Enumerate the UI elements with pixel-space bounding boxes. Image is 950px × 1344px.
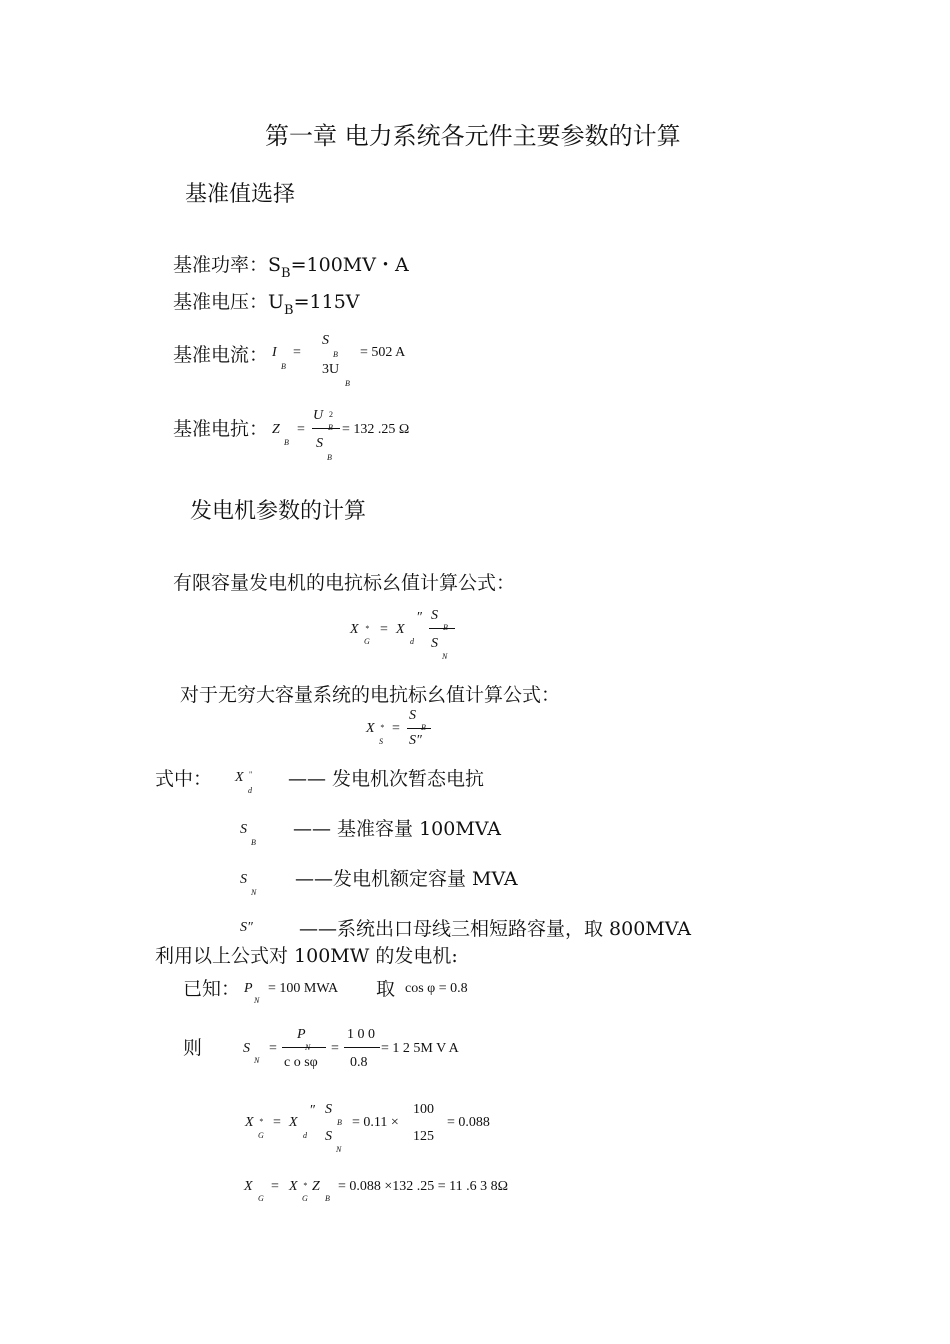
xg-den-sub: N xyxy=(336,1145,342,1154)
def-s-symbol: S″ xyxy=(240,920,253,935)
base-power-label: 基准功率： xyxy=(173,254,269,276)
xg-lhs-sub: G xyxy=(258,1131,264,1140)
f1-x: X xyxy=(396,622,405,637)
def-sb-text: —— 基准容量 100MVA xyxy=(293,818,501,840)
current-den: 3U xyxy=(322,362,340,377)
known-rhs: = 100 MWA xyxy=(268,981,339,996)
sn-fraction-bar-2 xyxy=(344,1047,380,1048)
base-power-subscript: B xyxy=(281,266,291,281)
f1-den: S xyxy=(431,636,438,651)
current-eq: = xyxy=(293,345,301,360)
sn-den1: c o sφ xyxy=(284,1055,318,1070)
base-power-symbol: S xyxy=(268,254,282,276)
f2-eq: = xyxy=(392,721,400,736)
current-num-sub: B xyxy=(333,350,338,359)
xg-num2: 100 xyxy=(413,1102,434,1117)
base-voltage-symbol: U xyxy=(268,291,285,313)
impedance-den-sub: B xyxy=(327,453,332,462)
xg-x-sup: ″ xyxy=(310,1103,316,1118)
def-sb-sub: B xyxy=(251,838,256,847)
sn-num2: 1 0 0 xyxy=(347,1027,375,1042)
base-voltage-line xyxy=(173,287,360,318)
f1-x-sub: d xyxy=(410,637,414,646)
xgf-lhs-sub: G xyxy=(258,1194,264,1203)
xgf-x: X xyxy=(289,1179,298,1194)
base-voltage-value: =115V xyxy=(293,291,360,313)
impedance-lhs-sub: B xyxy=(284,438,289,447)
finite-capacity-text: 有限容量发电机的电抗标幺值计算公式： xyxy=(173,572,516,594)
def-sn-text: ——发电机额定容量 MVA xyxy=(295,868,518,890)
current-den-sub: B xyxy=(345,379,350,388)
base-power-value: =100MV・A xyxy=(290,254,409,276)
known-label: 已知： xyxy=(183,978,241,1000)
sn-eq1: = xyxy=(269,1041,277,1056)
def-sb-symbol: S xyxy=(240,822,247,837)
xgf-z-sub: B xyxy=(325,1194,330,1203)
known-lhs: P xyxy=(244,981,253,996)
sn-den2: 0.8 xyxy=(350,1055,368,1070)
known-lhs-sub: N xyxy=(254,996,260,1005)
impedance-fraction-bar xyxy=(312,428,340,429)
def-s-text: ——系统出口母线三相短路容量，取 800MVA xyxy=(299,918,691,940)
base-current-label: 基准电流： xyxy=(173,344,269,366)
impedance-lhs: Z xyxy=(272,422,280,437)
sn-fraction-bar-1 xyxy=(282,1047,326,1048)
xg-den: S xyxy=(325,1129,332,1144)
chapter-title: 第一章 电力系统各元件主要参数的计算 xyxy=(265,122,681,150)
xgf-eq: = xyxy=(271,1179,279,1194)
sn-num1: P xyxy=(297,1027,306,1042)
base-power-line xyxy=(173,250,409,281)
f2-num: S xyxy=(409,708,416,723)
f1-x-sup: ″ xyxy=(417,610,423,625)
infinite-capacity-text: 对于无穷大容量系统的电抗标幺值计算公式： xyxy=(180,684,561,706)
xg-rhs: = 0.088 xyxy=(447,1115,490,1130)
xg-num: S xyxy=(325,1102,332,1117)
xg-lhs-sup: * xyxy=(259,1117,263,1126)
xgf-lhs: X xyxy=(244,1179,253,1194)
def-xd-symbol: X xyxy=(235,770,244,785)
f1-fraction-bar xyxy=(429,628,455,629)
xgf-x-sup: * xyxy=(303,1181,307,1190)
xgf-x-sub: G xyxy=(302,1194,308,1203)
take-label: 取 xyxy=(376,978,396,1000)
xgf-z: Z xyxy=(312,1179,320,1194)
section-heading-base-values: 基准值选择 xyxy=(185,182,296,207)
f2-lhs: X xyxy=(366,721,375,736)
f2-lhs-sup: * xyxy=(380,723,384,732)
sn-lhs: S xyxy=(243,1041,250,1056)
impedance-num: U xyxy=(313,408,324,423)
f2-lhs-sub: S xyxy=(379,737,383,746)
xg-eq: = xyxy=(273,1115,281,1130)
xg-x-sub: d xyxy=(303,1131,307,1140)
impedance-num-sup: 2 xyxy=(329,410,333,419)
def-sn-sub: N xyxy=(251,888,257,897)
base-voltage-subscript: B xyxy=(284,303,294,318)
cos-formula: cos φ = 0.8 xyxy=(405,981,468,996)
current-rhs: = 502 A xyxy=(360,345,406,360)
def-xd-sub: d xyxy=(248,786,252,795)
current-lhs: I xyxy=(272,345,277,360)
sn-eq2: = xyxy=(331,1041,339,1056)
f2-den: S″ xyxy=(409,733,422,748)
current-lhs-sub: B xyxy=(281,362,286,371)
f1-eq: = xyxy=(380,622,388,637)
def-sn-symbol: S xyxy=(240,872,247,887)
f1-lhs: X xyxy=(350,622,359,637)
xg-mid: = 0.11 × xyxy=(352,1115,399,1130)
where-label: 式中： xyxy=(155,768,213,790)
f2-fraction-bar xyxy=(407,728,431,729)
impedance-eq: = xyxy=(297,422,305,437)
sn-lhs-sub: N xyxy=(254,1056,260,1065)
then-label: 则 xyxy=(183,1037,203,1059)
xgf-rhs: = 0.088 ×132 .25 = 11 .6 3 8Ω xyxy=(338,1179,509,1194)
section-heading-generator: 发电机参数的计算 xyxy=(190,499,367,524)
apply-text: 利用以上公式对 100MW 的发电机: xyxy=(155,945,458,967)
xg-lhs: X xyxy=(245,1115,254,1130)
base-voltage-label: 基准电压： xyxy=(173,291,269,313)
base-impedance-label: 基准电抗： xyxy=(173,418,269,440)
f1-lhs-sub: G xyxy=(364,637,370,646)
sn-rhs: = 1 2 5M V A xyxy=(381,1041,459,1056)
f1-lhs-sup: * xyxy=(365,624,369,633)
xg-x: X xyxy=(289,1115,298,1130)
f1-num: S xyxy=(431,608,438,623)
def-xd-sup: " xyxy=(249,770,253,779)
impedance-den: S xyxy=(316,436,323,451)
xg-num-sub: B xyxy=(337,1118,342,1127)
xg-den2: 125 xyxy=(413,1129,434,1144)
impedance-rhs: = 132 .25 Ω xyxy=(342,422,410,437)
def-xd-text: —— 发电机次暂态电抗 xyxy=(288,768,485,790)
current-num: S xyxy=(322,333,329,348)
f1-den-sub: N xyxy=(442,652,448,661)
